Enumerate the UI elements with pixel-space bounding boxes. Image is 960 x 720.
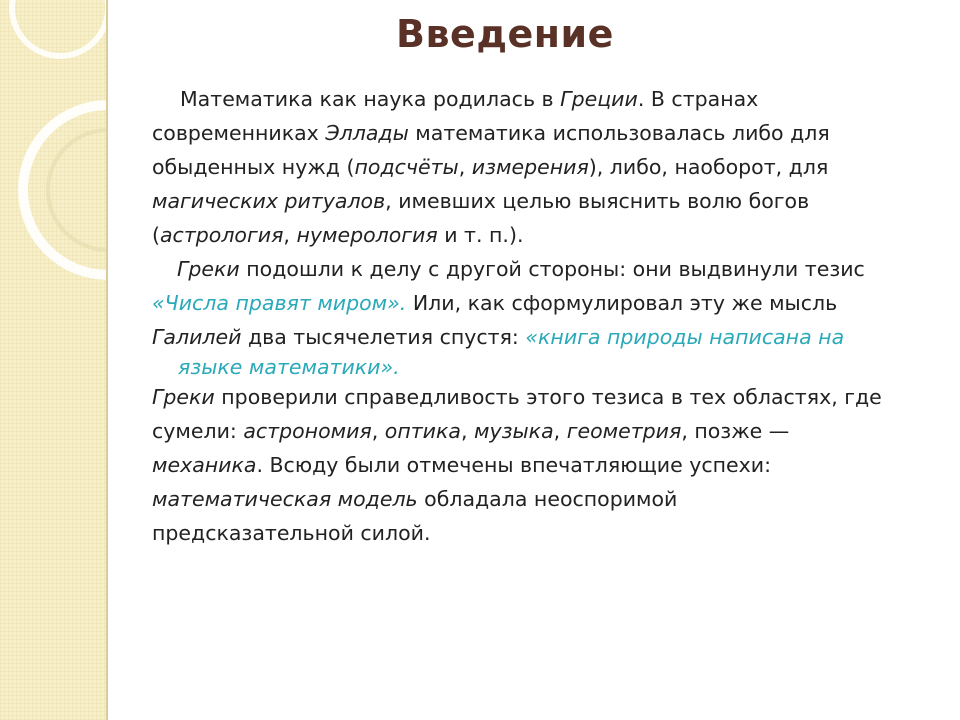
- text-line: [152, 218, 922, 252]
- text-run: обыденных нужд (: [152, 155, 355, 179]
- quote-text: «Числа правят миром».: [152, 291, 407, 315]
- text-run: ,: [371, 419, 385, 443]
- text-run: . Всюду были отмечены впечатляющие успехи:: [256, 453, 772, 477]
- text-run: современниках: [152, 121, 326, 145]
- text-run: , имевших целью выяснить волю богов: [385, 189, 810, 213]
- italic-term: Греки: [152, 385, 215, 409]
- sidebar-divider: [106, 0, 108, 720]
- text-run: ), либо, наоборот, для: [588, 155, 829, 179]
- text-run: . В странах: [637, 87, 759, 111]
- slide-body-text: [152, 82, 922, 550]
- quote-text: языке математики».: [178, 355, 400, 379]
- text-line: [152, 82, 922, 116]
- decorative-sidebar: [0, 0, 108, 720]
- italic-term: магических ритуалов: [152, 189, 386, 213]
- text-line: [152, 286, 922, 320]
- text-run: предсказательной силой.: [152, 521, 431, 545]
- text-run: (: [152, 223, 160, 247]
- text-run: математика использовалась либо для: [408, 121, 830, 145]
- text-run: подошли к делу с другой стороны: они выдвинули тезис: [239, 257, 865, 281]
- text-run: ,: [460, 419, 474, 443]
- italic-term: подсчёты: [354, 155, 459, 179]
- text-line: [152, 320, 922, 354]
- text-run: Или, как сформулировал эту же мысль: [406, 291, 838, 315]
- text-run: Математика как наука родилась в: [180, 87, 561, 111]
- italic-term: геометрия: [566, 419, 682, 443]
- italic-term: Эллады: [325, 121, 409, 145]
- text-run: проверили справедливость этого тезиса в тех областях, где: [214, 385, 882, 409]
- italic-term: механика: [152, 453, 257, 477]
- text-run: ,: [283, 223, 297, 247]
- text-line: [152, 414, 922, 448]
- text-line: [152, 448, 922, 482]
- decorative-circles: [0, 0, 108, 720]
- text-run: сумели:: [152, 419, 244, 443]
- text-run: два тысячелетия спустя:: [241, 325, 526, 349]
- italic-term: оптика: [384, 419, 461, 443]
- text-run: и т. п.).: [437, 223, 524, 247]
- text-line: [152, 116, 922, 150]
- italic-term: астрология: [160, 223, 284, 247]
- text-line: [152, 184, 922, 218]
- italic-term: измерения: [471, 155, 589, 179]
- italic-term: математическая модель: [152, 487, 418, 511]
- italic-term: нумерология: [296, 223, 438, 247]
- italic-term: астрономия: [243, 419, 372, 443]
- italic-term: музыка: [474, 419, 554, 443]
- text-run: ,: [458, 155, 472, 179]
- text-line: [152, 150, 922, 184]
- text-run: ,: [553, 419, 567, 443]
- text-line: [152, 252, 922, 286]
- text-run: , позже —: [681, 419, 790, 443]
- text-run: обладала неоспоримой: [417, 487, 678, 511]
- slide-title: Введение: [396, 12, 614, 56]
- italic-term: Греки: [177, 257, 240, 281]
- text-line: [152, 516, 922, 550]
- quote-text: «книга природы написана на: [525, 325, 845, 349]
- text-line: [152, 380, 922, 414]
- italic-term: Греции: [560, 87, 638, 111]
- text-line: [152, 482, 922, 516]
- text-line: [152, 354, 922, 380]
- italic-term: Галилей: [152, 325, 242, 349]
